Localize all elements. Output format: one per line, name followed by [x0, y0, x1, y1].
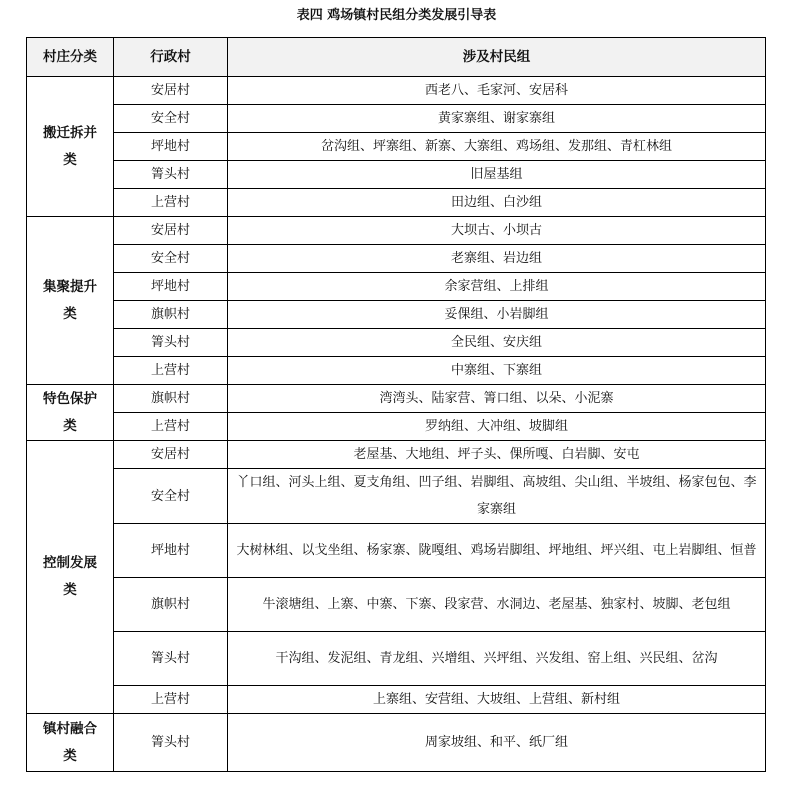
table-row	[27, 273, 766, 301]
table-row	[27, 329, 766, 357]
table-row	[27, 161, 766, 189]
table-row	[27, 413, 766, 441]
groups-cell: 上寨组、安营组、大坡组、上营组、新村组	[228, 686, 766, 714]
table-row	[27, 469, 766, 524]
table-header-row	[27, 38, 766, 77]
groups-cell: 罗纳组、大冲组、坡脚组	[228, 413, 766, 441]
groups-cell: 西老八、毛家河、安居科	[228, 77, 766, 105]
village-cell: 安全村	[114, 245, 228, 273]
category-cell: 控制发展类	[27, 441, 114, 714]
groups-cell: 湾湾头、陆家营、箐口组、以朵、小泥寨	[228, 385, 766, 413]
table-row	[27, 385, 766, 413]
groups-cell: 大树林组、以戈坐组、杨家寨、陇嘎组、鸡场岩脚组、坪地组、坪兴组、屯上岩脚组、恒普	[228, 524, 766, 578]
village-cell: 上营村	[114, 413, 228, 441]
groups-cell: 干沟组、发泥组、青龙组、兴增组、兴坪组、兴发组、窑上组、兴民组、岔沟	[228, 632, 766, 686]
village-cell: 箐头村	[114, 161, 228, 189]
village-cell: 坪地村	[114, 524, 228, 578]
table-row	[27, 77, 766, 105]
header-village: 行政村	[114, 38, 228, 77]
groups-cell: 全民组、安庆组	[228, 329, 766, 357]
groups-cell: 中寨组、下寨组	[228, 357, 766, 385]
village-cell: 旗帜村	[114, 385, 228, 413]
groups-cell: 田边组、白沙组	[228, 189, 766, 217]
header-groups: 涉及村民组	[228, 38, 766, 77]
category-cell: 镇村融合类	[27, 714, 114, 772]
groups-cell: 黄家寨组、谢家寨组	[228, 105, 766, 133]
village-cell: 上营村	[114, 686, 228, 714]
village-cell: 安全村	[114, 469, 228, 524]
groups-cell: 丫口组、河头上组、夏支角组、凹子组、岩脚组、高坡组、尖山组、半坡组、杨家包包、李家寨组	[228, 469, 766, 524]
table-row	[27, 217, 766, 245]
groups-cell: 牛滚塘组、上寨、中寨、下寨、段家营、水洞边、老屋基、独家村、坡脚、老包组	[228, 578, 766, 632]
groups-cell: 大坝古、小坝古	[228, 217, 766, 245]
table-row	[27, 105, 766, 133]
village-cell: 旗帜村	[114, 301, 228, 329]
classification-table	[26, 37, 766, 772]
groups-cell: 岔沟组、坪寨组、新寨、大寨组、鸡场组、发那组、青杠林组	[228, 133, 766, 161]
table-row	[27, 686, 766, 714]
groups-cell: 余家营组、上排组	[228, 273, 766, 301]
table-row	[27, 441, 766, 469]
category-cell: 搬迁拆并类	[27, 77, 114, 217]
village-cell: 安全村	[114, 105, 228, 133]
groups-cell: 旧屋基组	[228, 161, 766, 189]
table-row	[27, 578, 766, 632]
table-row	[27, 357, 766, 385]
groups-cell: 老屋基、大地组、坪子头、倮所嘎、白岩脚、安屯	[228, 441, 766, 469]
village-cell: 旗帜村	[114, 578, 228, 632]
village-cell: 安居村	[114, 77, 228, 105]
table-row	[27, 133, 766, 161]
table-row	[27, 189, 766, 217]
village-cell: 上营村	[114, 189, 228, 217]
table-row	[27, 714, 766, 772]
village-cell: 安居村	[114, 217, 228, 245]
village-cell: 箐头村	[114, 714, 228, 772]
village-cell: 坪地村	[114, 273, 228, 301]
village-cell: 安居村	[114, 441, 228, 469]
header-category: 村庄分类	[27, 38, 114, 77]
table-title: 表四 鸡场镇村民组分类发展引导表	[296, 8, 497, 23]
village-cell: 箐头村	[114, 329, 228, 357]
village-cell: 坪地村	[114, 133, 228, 161]
table-row	[27, 301, 766, 329]
village-cell: 上营村	[114, 357, 228, 385]
category-cell: 特色保护类	[27, 385, 114, 441]
groups-cell: 周家坡组、和平、纸厂组	[228, 714, 766, 772]
category-cell: 集聚提升类	[27, 217, 114, 385]
groups-cell: 老寨组、岩边组	[228, 245, 766, 273]
table-row	[27, 524, 766, 578]
table-row	[27, 245, 766, 273]
village-cell: 箐头村	[114, 632, 228, 686]
groups-cell: 妥倮组、小岩脚组	[228, 301, 766, 329]
table-row	[27, 632, 766, 686]
